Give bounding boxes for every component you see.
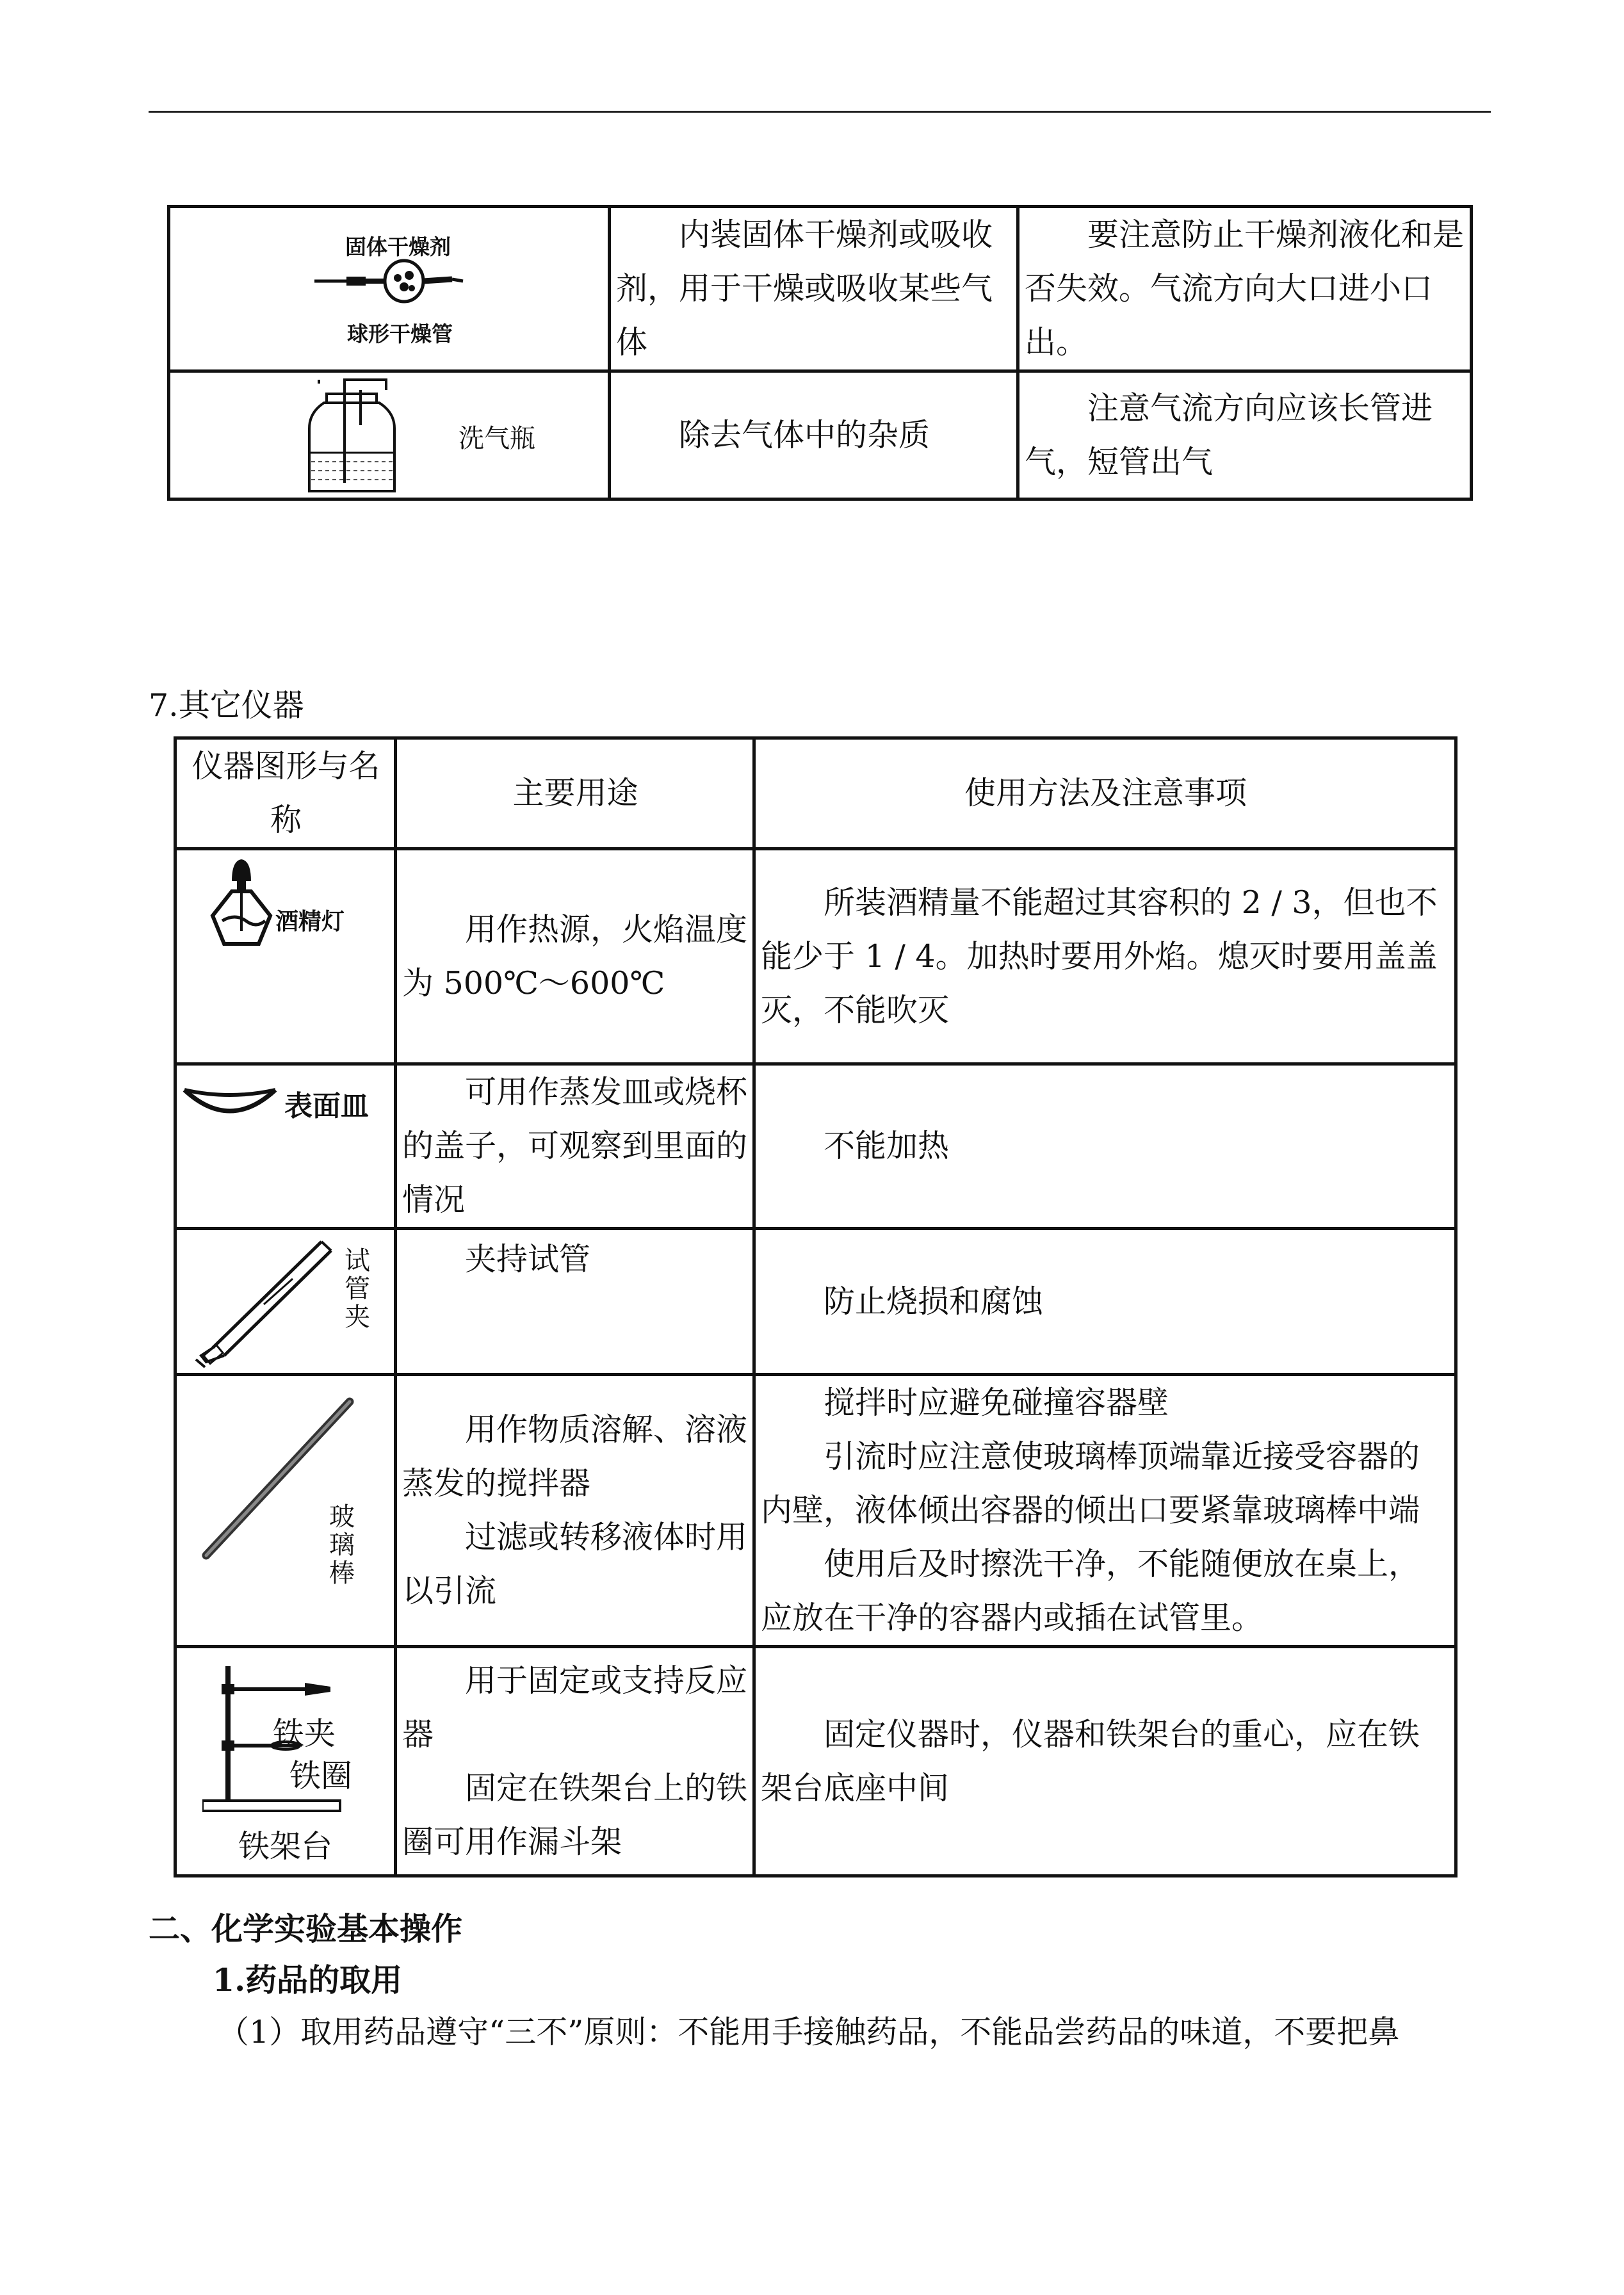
- use-cell: 用于固定或支持反应器 固定在铁架台上的铁圈可用作漏斗架: [396, 1647, 754, 1876]
- instrument-figure-cell: [175, 1375, 396, 1647]
- use-cell: 内装固体干燥剂或吸收剂，用于干燥或吸收某些气体: [610, 207, 1018, 371]
- gas-washing-bottle-label: 洗气瓶: [459, 423, 535, 453]
- column-header: 主要用途: [396, 738, 754, 849]
- instrument-figure-cell: [175, 1647, 396, 1876]
- instrument-figure-cell: [175, 849, 396, 1064]
- drying-tube-label: 球形干燥管: [347, 321, 453, 346]
- test-tube-holder-icon: [187, 1234, 334, 1368]
- instrument-figure-cell: [175, 1229, 396, 1375]
- iron-stand-label: 铁架台: [238, 1828, 333, 1865]
- table-row: [175, 1064, 1456, 1229]
- iron-ring-label: 铁圈: [289, 1758, 353, 1794]
- column-header: 使用方法及注意事项: [754, 738, 1456, 849]
- paragraph: （1）取用药品遵守“三不”原则：不能用手接触药品，不能品尝药品的味道，不要把鼻: [218, 2014, 1400, 2050]
- instrument-figure-cell: [169, 207, 610, 371]
- table-drying-washing: [167, 205, 1473, 501]
- note-cell: 搅拌时应避免碰撞容器壁 引流时应注意使玻璃棒顶端靠近接受容器的内壁，液体倾出容器的倾出口要紧靠玻璃棒中端 使用后及时擦洗干净，不能随便放在桌上，应放在干净的容器内或插在试管里。: [754, 1375, 1456, 1647]
- use-cell: 用作物质溶解、溶液蒸发的搅拌器 过滤或转移液体时用以引流: [396, 1375, 754, 1647]
- glass-rod-label: 玻璃棒: [329, 1502, 355, 1588]
- note-cell: 防止烧损和腐蚀: [754, 1229, 1456, 1375]
- note-cell: 注意气流方向应该长管进气，短管出气: [1018, 371, 1472, 499]
- table-row: [175, 1647, 1456, 1876]
- section-title-other-instruments: 7.其它仪器: [149, 687, 304, 724]
- use-cell: 夹持试管: [396, 1229, 754, 1375]
- use-cell: 除去气体中的杂质: [610, 371, 1018, 499]
- header-rule: [149, 111, 1491, 113]
- gas-washing-bottle-icon: [306, 377, 409, 496]
- table-other-instruments: [174, 736, 1458, 1877]
- subsection-title-reagent-handling: 1.药品的取用: [213, 1961, 403, 1999]
- instrument-figure-cell: [169, 371, 610, 499]
- watch-glass-icon: [182, 1081, 278, 1126]
- table-row: [175, 1229, 1456, 1375]
- use-cell: 可用作蒸发皿或烧杯的盖子，可观察到里面的情况: [396, 1064, 754, 1229]
- section-title-basic-operations: 二、化学实验基本操作: [149, 1910, 463, 1947]
- drying-tube-icon: [314, 259, 481, 304]
- table-header-row: [175, 738, 1456, 849]
- alcohol-lamp-label: 酒精灯: [275, 909, 345, 935]
- note-cell: 固定仪器时，仪器和铁架台的重心，应在铁架台底座中间: [754, 1647, 1456, 1876]
- drying-agent-label: 固体干燥剂: [345, 234, 451, 259]
- note-cell: 所装酒精量不能超过其容积的 2 / 3，但也不能少于 1 / 4。加热时要用外焰。熄灭时要用盖盖灭，不能吹灭: [754, 849, 1456, 1064]
- note-cell: 要注意防止干燥剂液化和是否失效。气流方向大口进小口出。: [1018, 207, 1472, 371]
- iron-clamp-label: 铁夹: [273, 1715, 336, 1752]
- instrument-figure-cell: [175, 1064, 396, 1229]
- note-cell: 不能加热: [754, 1064, 1456, 1229]
- table-row: [169, 371, 1472, 499]
- watch-glass-label: 表面皿: [284, 1090, 369, 1123]
- table-row: [169, 207, 1472, 371]
- alcohol-lamp-icon: [206, 854, 277, 950]
- table-row: [175, 1375, 1456, 1647]
- use-cell: 用作热源，火焰温度为 500℃～600℃: [396, 849, 754, 1064]
- column-header: 仪器图形与名称: [175, 738, 396, 849]
- table-row: [175, 849, 1456, 1064]
- test-tube-holder-label: 试管夹: [345, 1246, 370, 1332]
